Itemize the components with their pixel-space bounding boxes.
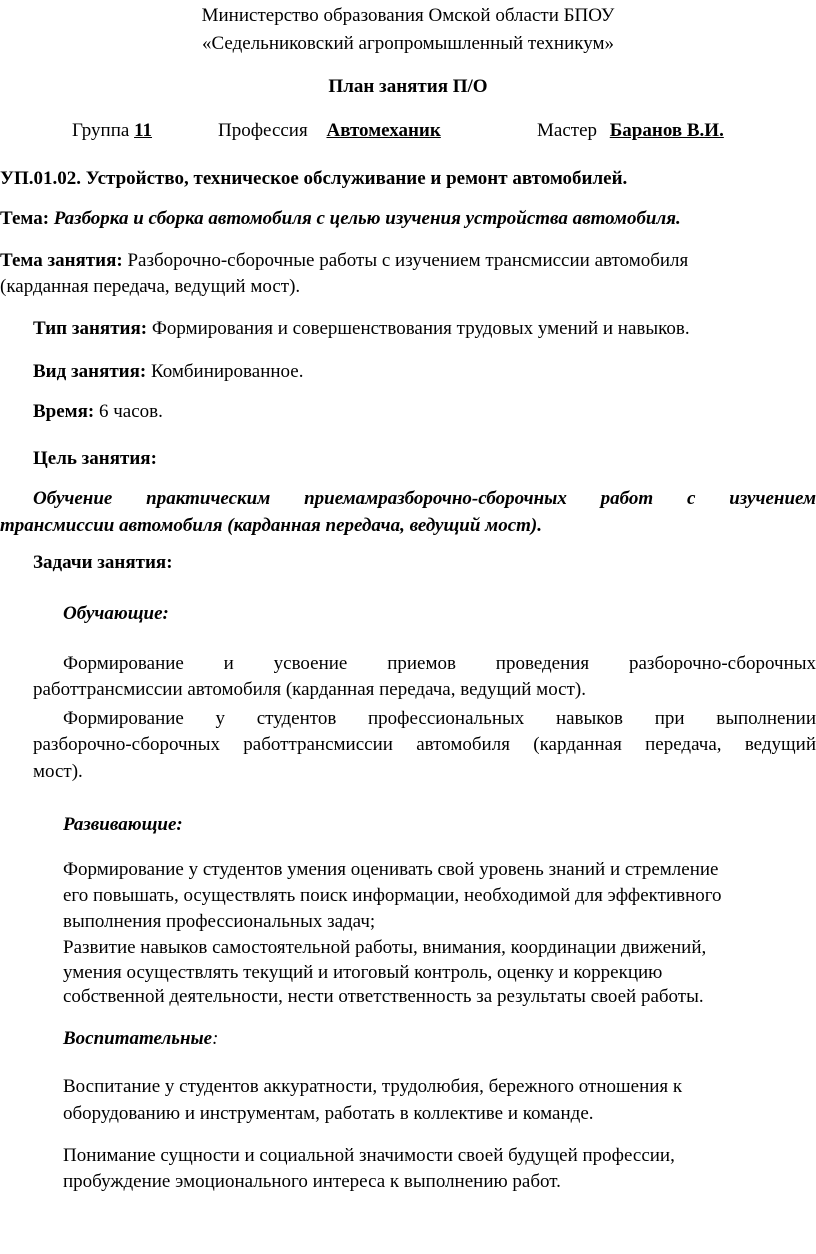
goal-line-1: Обучение практическим приемамразборочно-сборочных работ с изучением bbox=[33, 488, 816, 509]
developing-line: Формирование у студентов умения оценивать свой уровень знаний и стремление bbox=[63, 859, 719, 880]
developing-label: Развивающие: bbox=[63, 814, 183, 835]
teaching-p2-line-2: разборочно-сборочных работтрансмиссии автомобиля (карданная передача, ведущий bbox=[33, 734, 816, 755]
developing-line: Развитие навыков самостоятельной работы, внимания, координации движений, bbox=[63, 937, 707, 958]
developing-line: его повышать, осуществлять поиск информации, необходимой для эффективного bbox=[63, 885, 722, 906]
plan-title: План занятия П/О bbox=[328, 76, 488, 97]
header-line-1: Министерство образования Омской области БПОУ bbox=[201, 5, 615, 26]
educational-label-line bbox=[63, 1026, 218, 1052]
header-line-2: «Седельниковский агропромышленный техникум» bbox=[202, 33, 614, 54]
profession-field bbox=[218, 118, 441, 144]
teaching-p2-line-1: Формирование у студентов профессиональных навыков при выполнении bbox=[63, 708, 816, 729]
developing-line: выполнения профессиональных задач; bbox=[63, 911, 376, 932]
teaching-p1-line-1: Формирование и усвоение приемов проведения разборочно-сборочных bbox=[63, 653, 816, 674]
lesson-theme-label: Тема занятия: bbox=[0, 250, 123, 271]
master-value: Баранов В.И. bbox=[609, 120, 724, 141]
teaching-label: Обучающие: bbox=[63, 603, 169, 624]
profession-label: Профессия bbox=[218, 120, 308, 141]
theme-label: Тема: bbox=[0, 208, 50, 229]
educational-label-colon: : bbox=[212, 1028, 219, 1049]
educational-label: Воспитательные bbox=[63, 1028, 213, 1049]
teaching-p2-line-3: мост). bbox=[33, 761, 83, 782]
group-label: Группа bbox=[72, 120, 130, 141]
module-title: УП.01.02. Устройство, техническое обслуживание и ремонт автомобилей. bbox=[0, 168, 628, 189]
educational-line: Воспитание у студентов аккуратности, трудолюбия, бережного отношения к bbox=[63, 1076, 683, 1097]
lesson-type-label: Тип занятия: bbox=[33, 318, 148, 339]
lesson-theme-line-1 bbox=[0, 248, 688, 274]
lesson-type-line bbox=[33, 316, 690, 342]
master-field bbox=[537, 118, 724, 144]
time-line bbox=[33, 399, 163, 425]
teaching-p1-line-2: работтрансмиссии автомобиля (карданная передача, ведущий мост). bbox=[33, 679, 586, 700]
educational-line: пробуждение эмоционального интереса к выполнению работ. bbox=[63, 1171, 561, 1192]
theme-line bbox=[0, 206, 681, 232]
profession-value: Автомеханик bbox=[326, 120, 441, 141]
educational-line: оборудованию и инструментам, работать в коллективе и команде. bbox=[63, 1103, 594, 1124]
goal-line-2: трансмиссии автомобиля (карданная передача, ведущий мост). bbox=[0, 515, 542, 536]
group-field bbox=[72, 118, 152, 144]
tasks-label: Задачи занятия: bbox=[33, 552, 173, 573]
educational-line: Понимание сущности и социальной значимости своей будущей профессии, bbox=[63, 1145, 675, 1166]
time-label: Время: bbox=[33, 401, 95, 422]
lesson-kind-line bbox=[33, 359, 303, 385]
developing-line: умения осуществлять текущий и итоговый контроль, оценку и коррекцию bbox=[63, 962, 663, 983]
lesson-theme-text-1: Разборочно-сборочные работы с изучением трансмиссии автомобиля bbox=[127, 250, 689, 271]
lesson-kind-value: Комбинированное. bbox=[150, 361, 304, 382]
lesson-theme-line-2: (карданная передача, ведущий мост). bbox=[0, 276, 301, 297]
master-label: Мастер bbox=[537, 120, 597, 141]
theme-value: Разборка и сборка автомобиля с целью изучения устройства автомобиля. bbox=[53, 208, 681, 229]
goal-label: Цель занятия: bbox=[33, 448, 157, 469]
time-value: 6 часов. bbox=[98, 401, 163, 422]
lesson-type-value: Формирования и совершенствования трудовых умений и навыков. bbox=[151, 318, 690, 339]
lesson-kind-label: Вид занятия: bbox=[33, 361, 147, 382]
developing-line: собственной деятельности, нести ответственность за результаты своей работы. bbox=[63, 986, 704, 1007]
group-value: 11 bbox=[134, 120, 153, 141]
